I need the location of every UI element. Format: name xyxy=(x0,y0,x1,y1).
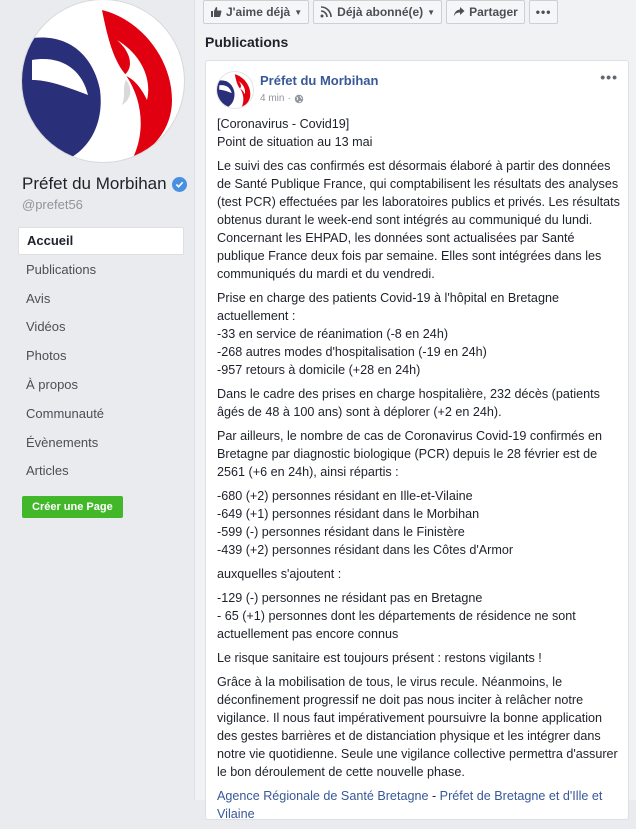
post-line: [Coronavirus - Covid19] xyxy=(217,117,350,131)
post-tags xyxy=(217,787,622,823)
like-button[interactable] xyxy=(203,0,309,24)
page-nav xyxy=(18,227,184,486)
more-dots-icon: ••• xyxy=(535,5,552,19)
post-line: Le suivi des cas confirmés est désormais élaboré à partir des données de Santé Publique France, qui comptabilisent les résultats des analyses (test PCR) effectuées par les laboratoires publics et privés. Les résultats obtenus durant le week-end sont intégrés au communiqué du lundi. Concernant les EHPAD, les données sont actualisées par Santé publique France deux fois par semaine. Elles sont intégrées dans les communiqués du mardi et du vendredi. xyxy=(217,159,620,281)
post-line: -599 (-) personnes résidant dans le Finistère xyxy=(217,525,465,539)
post-options-icon[interactable]: ••• xyxy=(600,69,618,85)
share-button-label: Partager xyxy=(469,5,518,19)
profile-picture[interactable] xyxy=(22,0,184,162)
post-line: Grâce à la mobilisation de tous, le virus recule. Néanmoins, le déconfinement progressif ne doit pas nous inciter à relâcher notre vigilance. Il nous faut impérativement poursuivre la bonne application des gestes barrières et de distanciation physique et les intégrer dans notre vie quotidienne. Seule une vigilance collective permettra d'assurer le bon déroulement de cette nouvelle phase. xyxy=(217,675,618,779)
left-column xyxy=(0,0,195,800)
nav-item-evenements[interactable]: Évènements xyxy=(26,434,99,450)
tag-separator: - xyxy=(428,789,440,803)
post-paragraph xyxy=(217,487,622,559)
post-body xyxy=(217,115,622,829)
post-paragraph xyxy=(217,157,622,283)
post-paragraph xyxy=(217,565,622,583)
post-line: -268 autres modes d'hospitalisation (-19 en 24h) xyxy=(217,345,487,359)
post-line: Le risque sanitaire est toujours présent : restons vigilants ! xyxy=(217,651,542,665)
post-line: Par ailleurs, le nombre de cas de Coronavirus Covid-19 confirmés en Bretagne par diagnostic biologique (PCR) depuis le 28 février est de 2561 (+6 en 24h), ainsi répartis : xyxy=(217,429,602,479)
post-line: Point de situation au 13 mai xyxy=(217,135,373,149)
chevron-down-icon: ▼ xyxy=(427,7,436,17)
post-line: -649 (+1) personnes résidant dans le Morbihan xyxy=(217,507,480,521)
tag-link-ars-bretagne[interactable]: Agence Régionale de Santé Bretagne xyxy=(217,789,429,803)
nav-item-a-propos[interactable]: À propos xyxy=(26,376,79,392)
thumbs-up-icon xyxy=(210,6,222,18)
nav-item-communaute[interactable]: Communauté xyxy=(26,405,105,421)
post-line: -439 (+2) personnes résidant dans les Côtes d'Armor xyxy=(217,543,514,557)
marianne-logo-icon xyxy=(217,72,253,108)
nav-item-articles[interactable]: Articles xyxy=(26,463,69,479)
rss-icon xyxy=(320,6,333,18)
post-line: Dans le cadre des prises en charge hospitalière, 232 décès (patients âgés de 48 à 100 ans) sont à déplorer (+2 en 24h). xyxy=(217,387,600,419)
page-handle[interactable]: @prefet56 xyxy=(22,197,83,212)
post-timestamp[interactable]: 4 min xyxy=(260,93,285,104)
page-name-text[interactable]: Préfet du Morbihan xyxy=(22,174,167,193)
post-line: -680 (+2) personnes résidant en Ille-et-Vilaine xyxy=(217,489,473,503)
post-paragraph xyxy=(217,385,622,421)
post-paragraph xyxy=(217,115,622,151)
globe-icon xyxy=(294,94,304,104)
nav-item-publications[interactable]: Publications xyxy=(26,261,97,277)
post-line: - 65 (+1) personnes dont les départements de résidence ne sont actuellement pas encore connus xyxy=(217,609,576,641)
nav-item-accueil[interactable]: Accueil xyxy=(18,227,184,255)
create-page-button[interactable]: Créer une Page xyxy=(22,496,123,518)
post-line: Prise en charge des patients Covid-19 à l'hôpital en Bretagne actuellement : xyxy=(217,291,559,323)
post-paragraph xyxy=(217,289,622,379)
nav-item-photos[interactable]: Photos xyxy=(26,348,67,364)
more-actions-button[interactable] xyxy=(529,0,559,24)
follow-button[interactable] xyxy=(313,0,442,24)
right-column xyxy=(195,0,636,821)
post-paragraph xyxy=(217,427,622,481)
post-line: -957 retours à domicile (+28 en 24h) xyxy=(217,363,421,377)
post-paragraph xyxy=(217,673,622,781)
verified-badge-icon xyxy=(172,177,187,192)
post-paragraph xyxy=(217,589,622,643)
follow-button-label: Déjà abonné(e) xyxy=(337,5,424,19)
post-paragraph xyxy=(217,649,622,667)
post-line: -129 (-) personnes ne résidant pas en Bretagne xyxy=(217,591,483,605)
chevron-down-icon: ▼ xyxy=(294,7,303,17)
share-button[interactable] xyxy=(446,0,525,24)
nav-item-videos[interactable]: Vidéos xyxy=(26,319,66,335)
like-button-label: J'aime déjà xyxy=(226,5,291,19)
post-author-avatar[interactable] xyxy=(216,71,254,109)
post-card xyxy=(205,60,629,820)
post-line: -33 en service de réanimation (-8 en 24h) xyxy=(217,327,449,341)
marianne-logo-icon xyxy=(22,0,184,162)
share-arrow-icon xyxy=(453,6,465,18)
page-action-bar xyxy=(203,0,558,24)
tag-link-prefet-bretagne[interactable]: Préfet de Bretagne et d'Ille et Vilaine xyxy=(217,789,603,821)
section-title: Publications xyxy=(205,34,289,50)
page-name[interactable] xyxy=(22,174,187,194)
nav-item-avis[interactable]: Avis xyxy=(26,290,51,306)
post-meta xyxy=(260,93,304,104)
separator-dot: · xyxy=(287,93,291,104)
post-line: auxquelles s'ajoutent : xyxy=(217,567,342,581)
post-author-name[interactable]: Préfet du Morbihan xyxy=(260,73,379,88)
